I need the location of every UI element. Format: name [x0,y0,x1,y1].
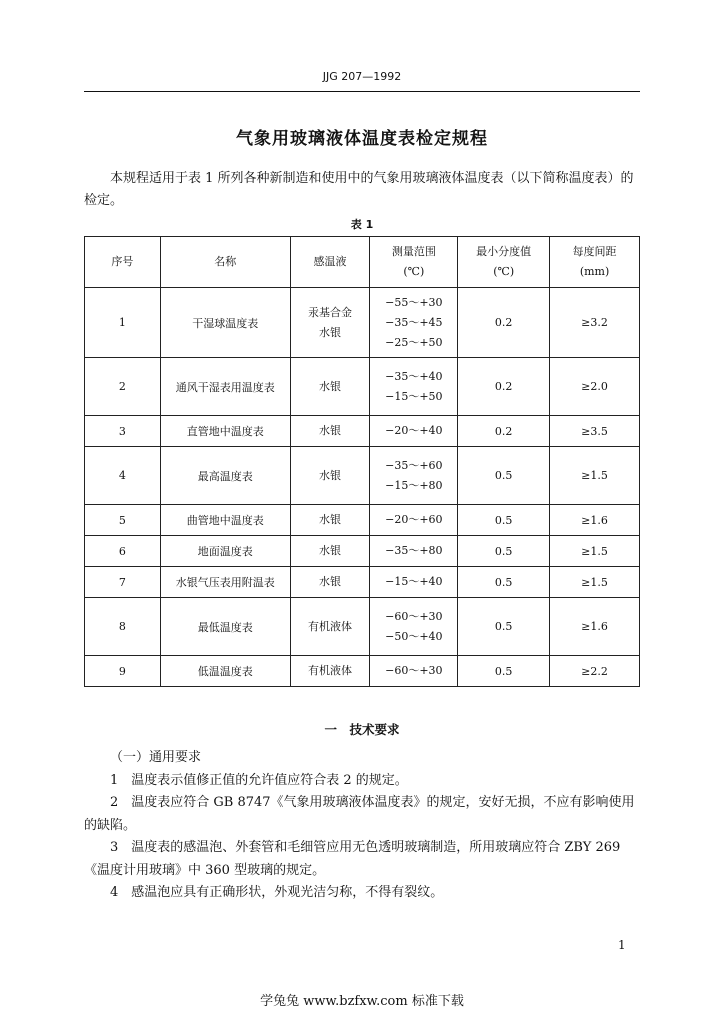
cell-liquid [290,416,370,447]
requirement-item-2: 2 温度表应符合 GB 8747《气象用玻璃液体温度表》的规定，安好无损，不应有影响使用的缺陷。 [84,795,635,833]
cell-no: 8 [85,598,161,656]
cell-liquid [290,598,370,656]
cell-range [370,567,458,598]
cell-spacing: ≥3.5 [550,416,640,447]
cell-liquid-line: 水银 [318,544,341,557]
cell-range [370,288,458,358]
cell-liquid-line: 有机液体 [307,619,352,633]
cell-liquid [290,447,370,505]
cell-name: 曲管地中温度表 [160,505,290,536]
cell-spacing: ≥1.6 [550,505,640,536]
section-heading: 一 技术要求 [324,722,400,737]
cell-range [370,447,458,505]
cell-no: 1 [85,288,161,358]
table-row [85,567,640,598]
table-row [85,447,640,505]
requirement-item-1: 1 温度表示值修正值的允许值应符合表 2 的规定。 [110,772,408,788]
header-no: 序号 [85,237,161,288]
cell-no: 4 [85,447,161,505]
cell-range-line: −20～+40 [385,424,443,437]
header-spacing-unit: (mm) [579,265,610,278]
cell-liquid-line: 水银 [318,424,341,437]
table-header-row [85,237,640,288]
cell-spacing: ≥3.2 [550,288,640,358]
cell-range-line: −60～+30 [385,664,443,677]
cell-liquid-line: 水银 [318,575,341,588]
cell-range-line: −60～+30 [385,609,443,623]
section-body [84,747,640,905]
cell-no: 7 [85,567,161,598]
table-row [85,598,640,656]
cell-division: 0.5 [458,598,550,656]
cell-range [370,505,458,536]
footer-watermark: 学兔兔 www.bzfxw.com 标准下载 [260,994,464,1009]
cell-liquid-line: 有机液体 [307,664,352,677]
subsection-heading: （一）通用要求 [110,750,202,765]
header-range-label: 测量范围 [391,245,436,258]
standard-code: JJG 207—1992 [322,70,402,83]
cell-division: 0.5 [458,447,550,505]
cell-spacing: ≥1.5 [550,536,640,567]
table-row [85,288,640,358]
header-spacing-label: 每度间距 [572,245,617,258]
cell-liquid [290,536,370,567]
cell-spacing: ≥1.5 [550,567,640,598]
cell-liquid [290,656,370,687]
cell-no: 2 [85,358,161,416]
cell-division: 0.5 [458,656,550,687]
cell-division: 0.5 [458,567,550,598]
cell-range-line: −55～+30 [385,295,443,309]
cell-range-line: −25～+50 [385,335,443,349]
thermometer-table [84,236,640,687]
cell-no: 6 [85,536,161,567]
cell-name: 干湿球温度表 [160,288,290,358]
cell-range [370,416,458,447]
page-number: 1 [618,938,626,952]
cell-no: 9 [85,656,161,687]
intro-paragraph: 本规程适用于表 1 所列各种新制造和使用中的气象用玻璃液体温度表（以下简称温度表）的检定。 [84,171,634,208]
cell-range-line: −15～+40 [385,575,443,588]
cell-division: 0.5 [458,505,550,536]
cell-spacing: ≥1.5 [550,447,640,505]
header-division-label: 最小分度值 [476,245,532,258]
cell-no: 3 [85,416,161,447]
cell-name: 低温温度表 [160,656,290,687]
cell-division: 0.2 [458,416,550,447]
cell-range-line: −50～+40 [385,629,443,643]
header-range-unit: (℃) [403,265,425,278]
cell-range [370,598,458,656]
cell-spacing: ≥2.0 [550,358,640,416]
cell-name: 最低温度表 [160,598,290,656]
cell-liquid-line: 水银 [318,468,341,482]
table-row [85,416,640,447]
cell-division: 0.5 [458,536,550,567]
cell-liquid-line: 水银 [318,379,341,393]
cell-range [370,358,458,416]
table-row [85,656,640,687]
header-name: 名称 [160,237,290,288]
document-title: 气象用玻璃液体温度表检定规程 [236,129,488,149]
cell-division: 0.2 [458,358,550,416]
cell-range-line: −15～+50 [385,389,443,403]
cell-name: 最高温度表 [160,447,290,505]
cell-range-line: −35～+45 [385,315,443,329]
requirement-item-3: 3 温度表的感温泡、外套管和毛细管应用无色透明玻璃制造，所用玻璃应符合 ZBY 269《温度计用玻璃》中 360 型玻璃的规定。 [84,840,621,878]
header-liquid: 感温液 [290,237,370,288]
cell-liquid-line: 水银 [318,513,341,526]
cell-spacing: ≥2.2 [550,656,640,687]
cell-division: 0.2 [458,288,550,358]
cell-range [370,656,458,687]
cell-liquid [290,288,370,358]
header-range [370,237,458,288]
cell-name: 通风干湿表用温度表 [160,358,290,416]
cell-range [370,536,458,567]
cell-liquid [290,505,370,536]
header-spacing [550,237,640,288]
table-row [85,536,640,567]
header-division-unit: (℃) [493,265,515,278]
header-rule [84,91,640,92]
cell-range-line: −15～+80 [385,478,443,492]
cell-range-line: −35～+40 [385,369,443,383]
requirement-item-4: 4 感温泡应具有正确形状，外观光洁匀称，不得有裂纹。 [110,885,444,900]
cell-liquid-line: 水银 [318,325,341,339]
cell-liquid [290,567,370,598]
table-row [85,358,640,416]
cell-name: 地面温度表 [160,536,290,567]
cell-range-line: −35～+80 [385,544,443,557]
cell-liquid [290,358,370,416]
table-caption: 表 1 [350,218,374,231]
cell-no: 5 [85,505,161,536]
cell-range-line: −20～+60 [385,513,443,526]
cell-liquid-line: 汞基合金 [307,305,352,319]
table-row [85,505,640,536]
cell-range-line: −35～+60 [385,458,443,472]
cell-name: 水银气压表用附温表 [160,567,290,598]
cell-spacing: ≥1.6 [550,598,640,656]
header-division [458,237,550,288]
cell-name: 直管地中温度表 [160,416,290,447]
